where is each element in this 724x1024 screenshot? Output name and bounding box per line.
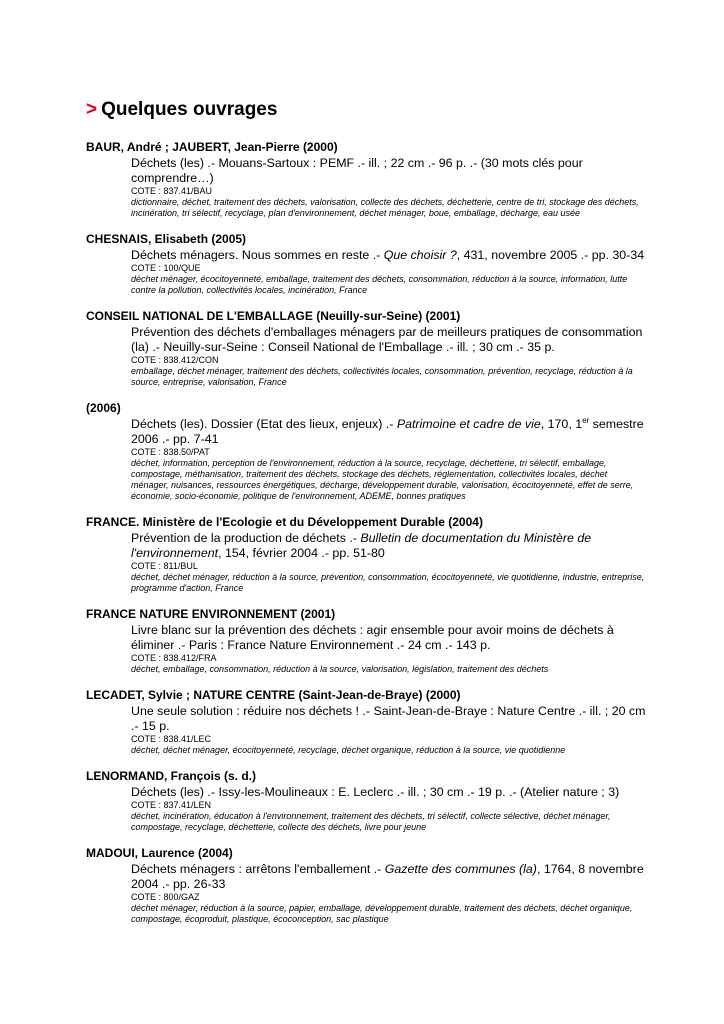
arrow-marker: > xyxy=(86,99,98,120)
entry-body xyxy=(131,248,646,296)
bibliography-entry xyxy=(86,769,646,833)
entry-cote: COTE : 800/GAZ xyxy=(131,892,200,902)
page-title xyxy=(86,98,646,122)
page-title-text: Quelques ouvrages xyxy=(101,99,278,120)
reference-segment: , 170, 1 xyxy=(540,417,583,431)
reference-segment: semestre 2006 .- pp. 7-41 xyxy=(131,417,644,446)
entry-reference xyxy=(131,156,646,186)
reference-segment: , 1764, 8 novembre 2004 .- pp. 26-33 xyxy=(131,862,644,891)
entry-author: LECADET, Sylvie ; NATURE CENTRE (Saint-Jean-de-Braye) (2000) xyxy=(86,688,461,702)
entry-keywords: déchet, déchet ménager, réduction à la source, prévention, consommation, écocitoyenneté, vie quotidienne, industrie, entreprise, programme d'action, France xyxy=(131,572,645,593)
reference-segment: , 431, novembre 2005 .- pp. 30-34 xyxy=(456,248,645,262)
reference-segment: , 154, février 2004 .- pp. 51-80 xyxy=(218,546,385,560)
reference-segment: Déchets (les) .- Issy-les-Moulineaux : E. Leclerc .- ill. ; 30 cm .- 19 p. .- (Atelier nature ; 3) xyxy=(131,785,620,799)
entry-reference xyxy=(131,325,646,355)
entry-author: MADOUI, Laurence (2004) xyxy=(86,846,233,860)
bibliography-entry xyxy=(86,846,646,925)
bibliography-entry xyxy=(86,688,646,756)
entry-reference xyxy=(131,785,646,800)
entry-reference xyxy=(131,862,646,892)
entry-keywords: dictionnaire, déchet, traitement des déchets, valorisation, collecte des déchets, déchetterie, centre de tri, stockage des déchets, incinération, tri sélectif, recyclage, plan d'environnement, déchet ménager, boue, emballage, décharge, eau usée xyxy=(131,197,639,218)
entry-cote: COTE : 838.50/PAT xyxy=(131,447,210,457)
entry-cote: COTE : 838.412/CON xyxy=(131,355,219,365)
entry-author: BAUR, André ; JAUBERT, Jean-Pierre (2000) xyxy=(86,140,338,154)
entry-body xyxy=(131,704,646,756)
reference-segment: Une seule solution : réduire nos déchets ! .- Saint-Jean-de-Braye : Nature Centre .- ill. ; 20 cm .- 15 p. xyxy=(131,704,646,733)
entry-cote: COTE : 838.412/FRA xyxy=(131,653,217,663)
entry-body xyxy=(131,862,646,925)
reference-segment: Déchets (les). Dossier (Etat des lieux, enjeux) .- xyxy=(131,417,397,431)
entry-body xyxy=(131,785,646,833)
entry-author: FRANCE NATURE ENVIRONNEMENT (2001) xyxy=(86,607,336,621)
bibliography-entry xyxy=(86,140,646,219)
entry-body xyxy=(131,325,646,388)
reference-title: Bulletin de documentation du Ministère de l'environnement xyxy=(131,531,592,560)
entry-author: CHESNAIS, Elisabeth (2005) xyxy=(86,232,247,246)
entry-reference xyxy=(131,531,646,561)
entry-cote: COTE : 100/QUE xyxy=(131,263,201,273)
reference-segment: Déchets ménagers : arrêtons l'emballement .- xyxy=(131,862,385,876)
reference-title: Gazette des communes (la) xyxy=(384,862,537,876)
bibliography-list xyxy=(86,140,646,925)
entry-body xyxy=(131,531,646,594)
reference-segment: er xyxy=(582,415,590,425)
entry-body xyxy=(131,623,646,675)
reference-segment: Prévention de la production de déchets .- xyxy=(131,531,361,545)
entry-keywords: déchet, emballage, consommation, réduction à la source, valorisation, législation, traitement des déchets xyxy=(131,664,549,674)
entry-cote: COTE : 837.41/LEN xyxy=(131,800,212,810)
entry-reference xyxy=(131,417,646,447)
bibliography-entry xyxy=(86,515,646,594)
entry-cote: COTE : 837.41/BAU xyxy=(131,186,213,196)
entry-reference xyxy=(131,248,646,263)
reference-segment: Déchets (les) .- Mouans-Sartoux : PEMF .- ill. ; 22 cm .- 96 p. .- (30 mots clés pour comprendre…) xyxy=(131,156,583,185)
entry-keywords: déchet, incinération, éducation à l'environnement, traitement des déchets, tri sélectif, collecte sélective, déchet ménager, compostage, recyclage, déchetterie, collecte des déchets, livre pour jeune xyxy=(131,811,611,832)
reference-segment: Déchets ménagers. Nous sommes en reste .- xyxy=(131,248,384,262)
entry-author: CONSEIL NATIONAL DE L'EMBALLAGE (Neuilly-sur-Seine) (2001) xyxy=(86,309,461,323)
entry-body xyxy=(131,156,646,219)
bibliography-entry xyxy=(86,232,646,296)
bibliography-entry xyxy=(86,309,646,388)
entry-author: LENORMAND, François (s. d.) xyxy=(86,769,257,783)
reference-title: Que choisir ? xyxy=(383,248,457,262)
bibliography-entry xyxy=(86,401,646,502)
entry-keywords: emballage, déchet ménager, traitement des déchets, collectivités locales, consommation, prévention, recyclage, réduction à la source, entreprise, valorisation, France xyxy=(131,366,633,387)
entry-keywords: déchet ménager, écocitoyenneté, emballage, traitement des déchets, consommation, réduction à la source, information, lutte contre la pollution, collectivités locales, incinération, France xyxy=(131,274,628,295)
entry-reference xyxy=(131,623,646,653)
entry-author: FRANCE. Ministère de l'Ecologie et du Développement Durable (2004) xyxy=(86,515,483,529)
entry-cote: COTE : 811/BUL xyxy=(131,561,198,571)
reference-segment: Livre blanc sur la prévention des déchets : agir ensemble pour avoir moins de déchets à éliminer .- Paris : France Nature Environnement .- 24 cm .- 143 p. xyxy=(131,623,614,652)
entry-cote: COTE : 838.41/LEC xyxy=(131,734,212,744)
bibliography-entry xyxy=(86,607,646,675)
entry-body xyxy=(131,417,646,502)
entry-keywords: déchet, déchet ménager, écocitoyenneté, recyclage, déchet organique, réduction à la source, vie quotidienne xyxy=(131,745,566,755)
document-page xyxy=(86,98,646,938)
entry-author: (2006) xyxy=(86,401,121,415)
reference-title: Patrimoine et cadre de vie xyxy=(396,417,541,431)
entry-keywords: déchet ménager, réduction à la source, papier, emballage, développement durable, traitement des déchets, déchet organique, compostage, écoproduit, plastique, écoconception, sac plastique xyxy=(131,903,633,924)
entry-keywords: déchet, information, perception de l'environnement, réduction à la source, recyclage, déchetterie, tri sélectif, emballage, compostage, méthanisation, traitement des déchets, stockage des déchets, réglementation, collectivités locales, déchet ménager, nuisances, ressources énergétiques, décharge, développement durable, valorisation, écocitoyenneté, effet de serre, économie, socio-économie, politique de l'environnement, ADEME, bonnes pratiques xyxy=(131,458,634,501)
reference-segment: Prévention des déchets d'emballages ménagers par de meilleurs pratiques de consommation (la) .- Neuilly-sur-Seine : Conseil National de l'Emballage .- ill. ; 30 cm .- 35 p. xyxy=(131,325,643,354)
entry-reference xyxy=(131,704,646,734)
